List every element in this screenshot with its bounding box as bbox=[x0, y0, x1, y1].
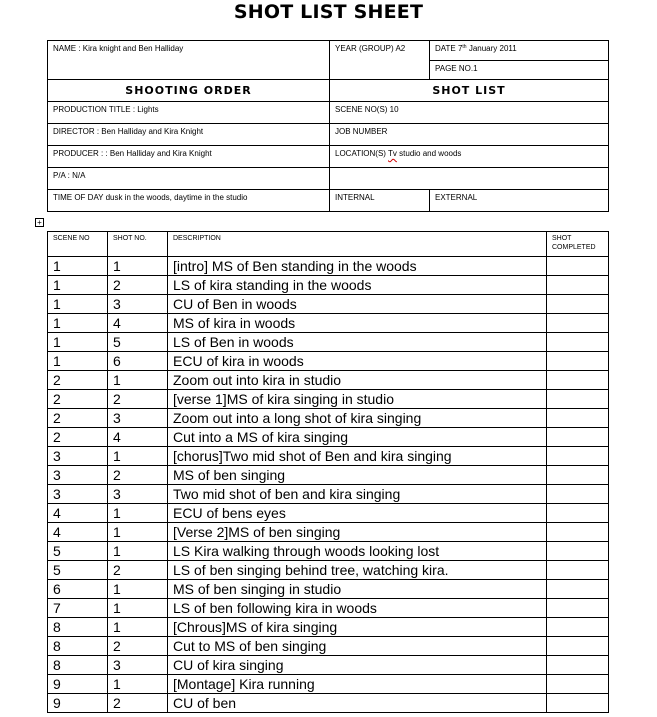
scene-number-cell: 7 bbox=[48, 599, 108, 618]
table-row bbox=[48, 390, 609, 409]
shot-completed-cell[interactable] bbox=[547, 637, 609, 656]
shot-number-cell: 2 bbox=[108, 466, 168, 485]
scene-number-cell: 3 bbox=[48, 447, 108, 466]
table-row bbox=[48, 428, 609, 447]
location-field: LOCATION(S) Tv studio and woods bbox=[330, 146, 609, 168]
description-cell: ECU of bens eyes bbox=[168, 504, 547, 523]
shot-completed-cell[interactable] bbox=[547, 599, 609, 618]
description-cell: LS of Ben in woods bbox=[168, 333, 547, 352]
table-row bbox=[48, 656, 609, 675]
director-field: DIRECTOR : Ben Halliday and Kira Knight bbox=[48, 124, 330, 146]
producer-field: PRODUCER : : Ben Halliday and Kira Knight bbox=[48, 146, 330, 168]
scene-number-cell: 3 bbox=[48, 466, 108, 485]
page-number-field: PAGE NO.1 bbox=[430, 61, 609, 80]
scene-number-cell: 1 bbox=[48, 352, 108, 371]
shot-completed-cell[interactable] bbox=[547, 675, 609, 694]
description-cell: LS of kira standing in the woods bbox=[168, 276, 547, 295]
description-cell: LS Kira walking through woods looking lost bbox=[168, 542, 547, 561]
shot-number-cell: 3 bbox=[108, 295, 168, 314]
shot-completed-cell[interactable] bbox=[547, 295, 609, 314]
table-row bbox=[48, 257, 609, 276]
shot-number-cell: 1 bbox=[108, 257, 168, 276]
date-field: DATE 7th January 2011 bbox=[430, 41, 609, 61]
description-cell: [Chrous]MS of kira singing bbox=[168, 618, 547, 637]
shot-completed-cell[interactable] bbox=[547, 618, 609, 637]
shot-number-cell: 2 bbox=[108, 694, 168, 713]
description-cell: Cut to MS of ben singing bbox=[168, 637, 547, 656]
shooting-order-heading: SHOOTING ORDER bbox=[48, 80, 330, 102]
scene-number-cell: 3 bbox=[48, 485, 108, 504]
shot-completed-cell[interactable] bbox=[547, 561, 609, 580]
scene-number-cell: 1 bbox=[48, 333, 108, 352]
external-field: EXTERNAL bbox=[430, 190, 609, 212]
description-cell: Zoom out into kira in studio bbox=[168, 371, 547, 390]
table-row bbox=[48, 352, 609, 371]
name-field: NAME : Kira knight and Ben Halliday bbox=[48, 41, 330, 80]
job-number-field: JOB NUMBER bbox=[330, 124, 609, 146]
shot-completed-cell[interactable] bbox=[547, 694, 609, 713]
shot-completed-cell[interactable] bbox=[547, 656, 609, 675]
column-header-shot-no: SHOT NO. bbox=[108, 232, 168, 257]
description-cell: CU of kira singing bbox=[168, 656, 547, 675]
table-row bbox=[48, 599, 609, 618]
scene-number-cell: 1 bbox=[48, 295, 108, 314]
description-cell: LS of ben following kira in woods bbox=[168, 599, 547, 618]
shot-number-cell: 1 bbox=[108, 599, 168, 618]
shot-list-table bbox=[47, 231, 609, 713]
shot-completed-cell[interactable] bbox=[547, 352, 609, 371]
description-cell: CU of ben bbox=[168, 694, 547, 713]
column-header-shot-completed: SHOT COMPLETED bbox=[547, 232, 609, 257]
shot-completed-cell[interactable] bbox=[547, 447, 609, 466]
shot-completed-cell[interactable] bbox=[547, 485, 609, 504]
table-row bbox=[48, 523, 609, 542]
scene-number-cell: 2 bbox=[48, 409, 108, 428]
shot-completed-cell[interactable] bbox=[547, 504, 609, 523]
scene-number-cell: 8 bbox=[48, 637, 108, 656]
shot-completed-cell[interactable] bbox=[547, 580, 609, 599]
header-info-table bbox=[47, 40, 609, 212]
shot-number-cell: 4 bbox=[108, 428, 168, 447]
scene-number-cell: 2 bbox=[48, 428, 108, 447]
description-cell: ECU of kira in woods bbox=[168, 352, 547, 371]
shot-rows bbox=[48, 257, 609, 713]
shot-number-cell: 5 bbox=[108, 333, 168, 352]
column-header-description: DESCRIPTION bbox=[168, 232, 547, 257]
shot-number-cell: 1 bbox=[108, 504, 168, 523]
description-cell: Two mid shot of ben and kira singing bbox=[168, 485, 547, 504]
shot-number-cell: 3 bbox=[108, 485, 168, 504]
scene-number-cell: 1 bbox=[48, 276, 108, 295]
shot-number-cell: 4 bbox=[108, 314, 168, 333]
description-cell: [verse 1]MS of kira singing in studio bbox=[168, 390, 547, 409]
table-row bbox=[48, 295, 609, 314]
empty-field bbox=[330, 168, 609, 190]
shot-number-cell: 1 bbox=[108, 580, 168, 599]
table-row bbox=[48, 276, 609, 295]
shot-number-cell: 2 bbox=[108, 561, 168, 580]
shot-completed-cell[interactable] bbox=[547, 466, 609, 485]
shot-completed-cell[interactable] bbox=[547, 542, 609, 561]
description-cell: Zoom out into a long shot of kira singing bbox=[168, 409, 547, 428]
pa-field: P/A : N/A bbox=[48, 168, 330, 190]
shot-number-cell: 3 bbox=[108, 409, 168, 428]
table-row bbox=[48, 333, 609, 352]
table-row bbox=[48, 485, 609, 504]
scene-number-cell: 5 bbox=[48, 561, 108, 580]
scene-number-cell: 1 bbox=[48, 314, 108, 333]
shot-completed-cell[interactable] bbox=[547, 523, 609, 542]
description-cell: LS of ben singing behind tree, watching kira. bbox=[168, 561, 547, 580]
scene-number-cell: 8 bbox=[48, 656, 108, 675]
shot-list-heading: SHOT LIST bbox=[330, 80, 609, 102]
scene-number-cell: 1 bbox=[48, 257, 108, 276]
description-cell: Cut into a MS of kira singing bbox=[168, 428, 547, 447]
table-row bbox=[48, 637, 609, 656]
description-cell: MS of kira in woods bbox=[168, 314, 547, 333]
scene-number-cell: 9 bbox=[48, 675, 108, 694]
shot-completed-cell[interactable] bbox=[547, 276, 609, 295]
shot-number-cell: 1 bbox=[108, 447, 168, 466]
description-cell: [chorus]Two mid shot of Ben and kira singing bbox=[168, 447, 547, 466]
shot-number-cell: 3 bbox=[108, 656, 168, 675]
shot-completed-cell[interactable] bbox=[547, 333, 609, 352]
scene-nos-field: SCENE NO(S) 10 bbox=[330, 102, 609, 124]
page-title: SHOT LIST SHEET bbox=[233, 1, 424, 23]
table-row bbox=[48, 371, 609, 390]
table-row bbox=[48, 314, 609, 333]
description-cell: [Montage] Kira running bbox=[168, 675, 547, 694]
scene-number-cell: 5 bbox=[48, 542, 108, 561]
description-cell: CU of Ben in woods bbox=[168, 295, 547, 314]
description-cell: MS of ben singing in studio bbox=[168, 580, 547, 599]
shot-completed-cell[interactable] bbox=[547, 371, 609, 390]
table-row bbox=[48, 504, 609, 523]
shot-number-cell: 1 bbox=[108, 618, 168, 637]
scene-number-cell: 8 bbox=[48, 618, 108, 637]
shot-completed-cell[interactable] bbox=[547, 257, 609, 276]
shot-number-cell: 2 bbox=[108, 390, 168, 409]
scene-number-cell: 2 bbox=[48, 371, 108, 390]
time-of-day-field: TIME OF DAY dusk in the woods, daytime in the studio bbox=[48, 190, 330, 212]
table-row bbox=[48, 561, 609, 580]
table-row bbox=[48, 580, 609, 599]
shot-number-cell: 1 bbox=[108, 523, 168, 542]
shot-number-cell: 1 bbox=[108, 371, 168, 390]
description-cell: [intro] MS of Ben standing in the woods bbox=[168, 257, 547, 276]
table-row bbox=[48, 447, 609, 466]
table-move-handle-icon[interactable]: + bbox=[35, 218, 44, 227]
table-row bbox=[48, 694, 609, 713]
production-title-field: PRODUCTION TITLE : Lights bbox=[48, 102, 330, 124]
scene-number-cell: 9 bbox=[48, 694, 108, 713]
scene-number-cell: 2 bbox=[48, 390, 108, 409]
scene-number-cell: 4 bbox=[48, 504, 108, 523]
shot-number-cell: 6 bbox=[108, 352, 168, 371]
shot-number-cell: 2 bbox=[108, 276, 168, 295]
shot-number-cell: 2 bbox=[108, 637, 168, 656]
scene-number-cell: 6 bbox=[48, 580, 108, 599]
table-row bbox=[48, 675, 609, 694]
shot-completed-cell[interactable] bbox=[547, 390, 609, 409]
shot-completed-cell[interactable] bbox=[547, 428, 609, 447]
table-row bbox=[48, 409, 609, 428]
table-row bbox=[48, 542, 609, 561]
shot-completed-cell[interactable] bbox=[547, 409, 609, 428]
shot-completed-cell[interactable] bbox=[547, 314, 609, 333]
description-cell: [Verse 2]MS of ben singing bbox=[168, 523, 547, 542]
table-row bbox=[48, 618, 609, 637]
internal-field: INTERNAL bbox=[330, 190, 430, 212]
column-header-scene-no: SCENE NO bbox=[48, 232, 108, 257]
shot-number-cell: 1 bbox=[108, 675, 168, 694]
shot-number-cell: 1 bbox=[108, 542, 168, 561]
scene-number-cell: 4 bbox=[48, 523, 108, 542]
table-row bbox=[48, 466, 609, 485]
description-cell: MS of ben singing bbox=[168, 466, 547, 485]
year-group-field: YEAR (GROUP) A2 bbox=[330, 41, 430, 80]
